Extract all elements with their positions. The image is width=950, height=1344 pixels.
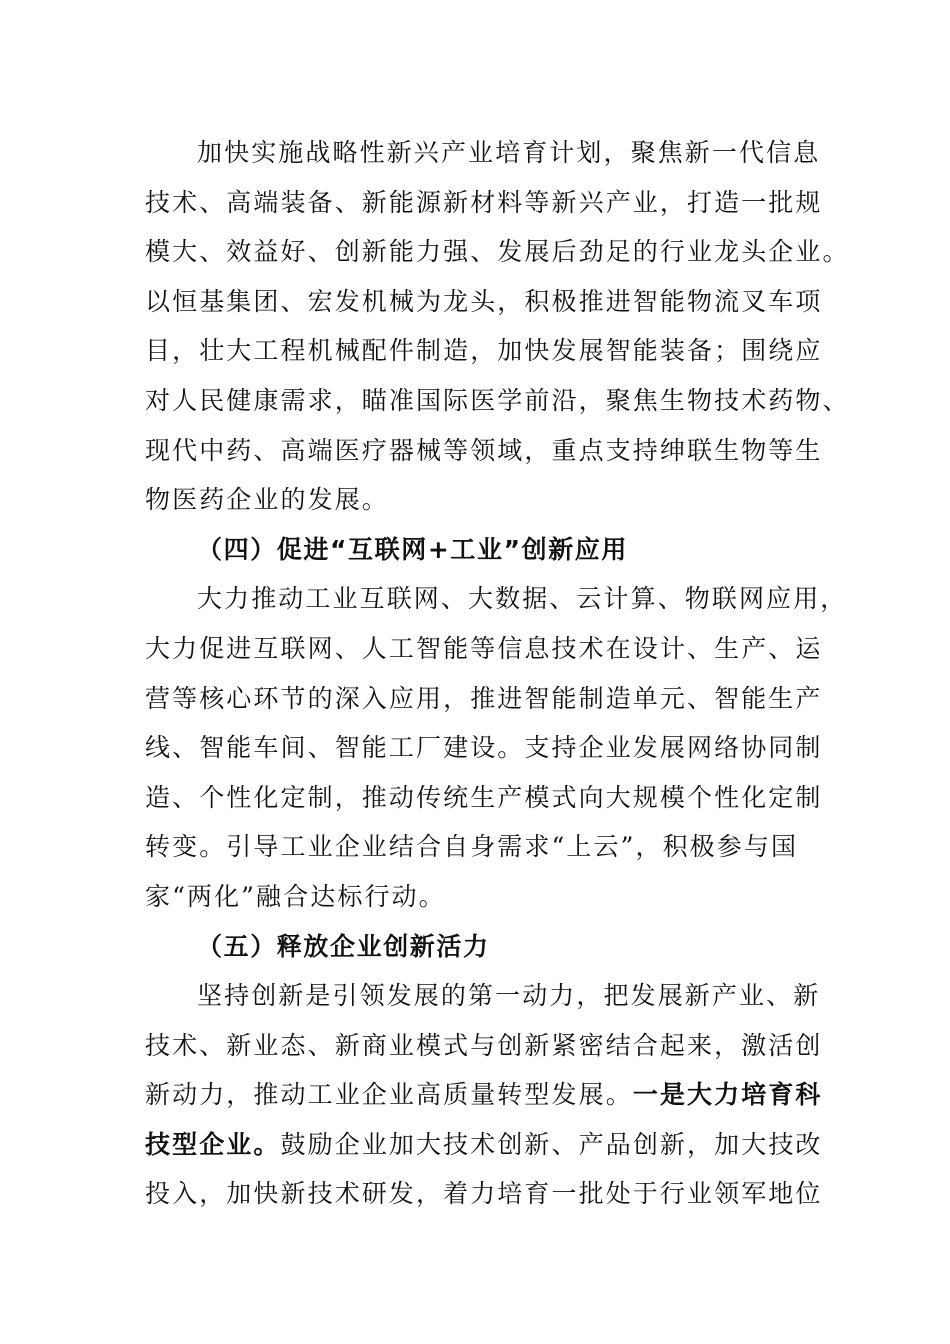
paragraph-1-line-4: 以恒基集团、宏发机械为龙头，积极推进智能物流叉车项: [145, 286, 823, 316]
paragraph-2-line-1: 大力推动工业互联网、大数据、云计算、物联网应用，: [197, 584, 848, 614]
paragraph-1-line-2: 技术、高端装备、新能源新材料等新兴产业，打造一批规: [145, 187, 823, 217]
paragraph-2-line-5: 造、个性化定制，推动传统生产模式向大规模个性化定制: [145, 782, 823, 812]
document-page: [145, 128, 850, 1219]
paragraph-3-line-4: [145, 1120, 823, 1170]
paragraph-3-line-3: [145, 1070, 823, 1120]
paragraph-3-line-5: 投入，加快新技术研发，着力培育一批处于行业领军地位: [145, 1179, 823, 1209]
paragraph-1-line-6: 对人民健康需求，瞄准国际医学前沿，聚焦生物技术药物、: [145, 385, 850, 415]
paragraph-1-line-5: 目，壮大工程机械配件制造，加快发展智能装备；围绕应: [145, 336, 823, 366]
paragraph-2-line-2: 大力促进互联网、人工智能等信息技术在设计、生产、运: [145, 633, 823, 663]
section-heading-4: （四）促进“互联网+工业”创新应用: [197, 534, 629, 564]
paragraph-2-line-6: 转变。引导工业企业结合自身需求“上云”，积极参与国: [145, 832, 799, 862]
section-heading-5: （五）释放企业创新活力: [197, 931, 490, 961]
paragraph-3-line-3-text: 新动力，推动工业企业高质量转型发展。: [145, 1080, 633, 1110]
paragraph-2-line-4: 线、智能车间、智能工厂建设。支持企业发展网络协同制: [145, 733, 823, 763]
paragraph-1-line-1: 加快实施战略性新兴产业培育计划，聚焦新一代信息: [197, 138, 821, 167]
paragraph-3-line-1: 坚持创新是引领发展的第一动力，把发展新产业、新: [197, 981, 821, 1011]
paragraph-3-line-2: 技术、新业态、新商业模式与创新紧密结合起来，激活创: [145, 1030, 823, 1060]
paragraph-2-line-7: 家“两化”融合达标行动。: [145, 881, 446, 911]
paragraph-1-line-3: 模大、效益好、创新能力强、发展后劲足的行业龙头企业。: [145, 237, 850, 267]
paragraph-2-line-3: 营等核心环节的深入应用，推进智能制造单元、智能生产: [145, 683, 823, 713]
paragraph-3-line-4-text: 鼓励企业加大技术创新、产品创新，加大技改: [280, 1129, 823, 1159]
paragraph-1-line-8: 物医药企业的发展。: [145, 485, 389, 515]
paragraph-1-line-7: 现代中药、高端医疗器械等领域，重点支持绅联生物等生: [145, 435, 823, 465]
paragraph-3-line-3-emphasis: 一是大力培育科: [632, 1080, 823, 1110]
paragraph-3-line-4-emphasis: 技型企业。: [145, 1129, 281, 1159]
